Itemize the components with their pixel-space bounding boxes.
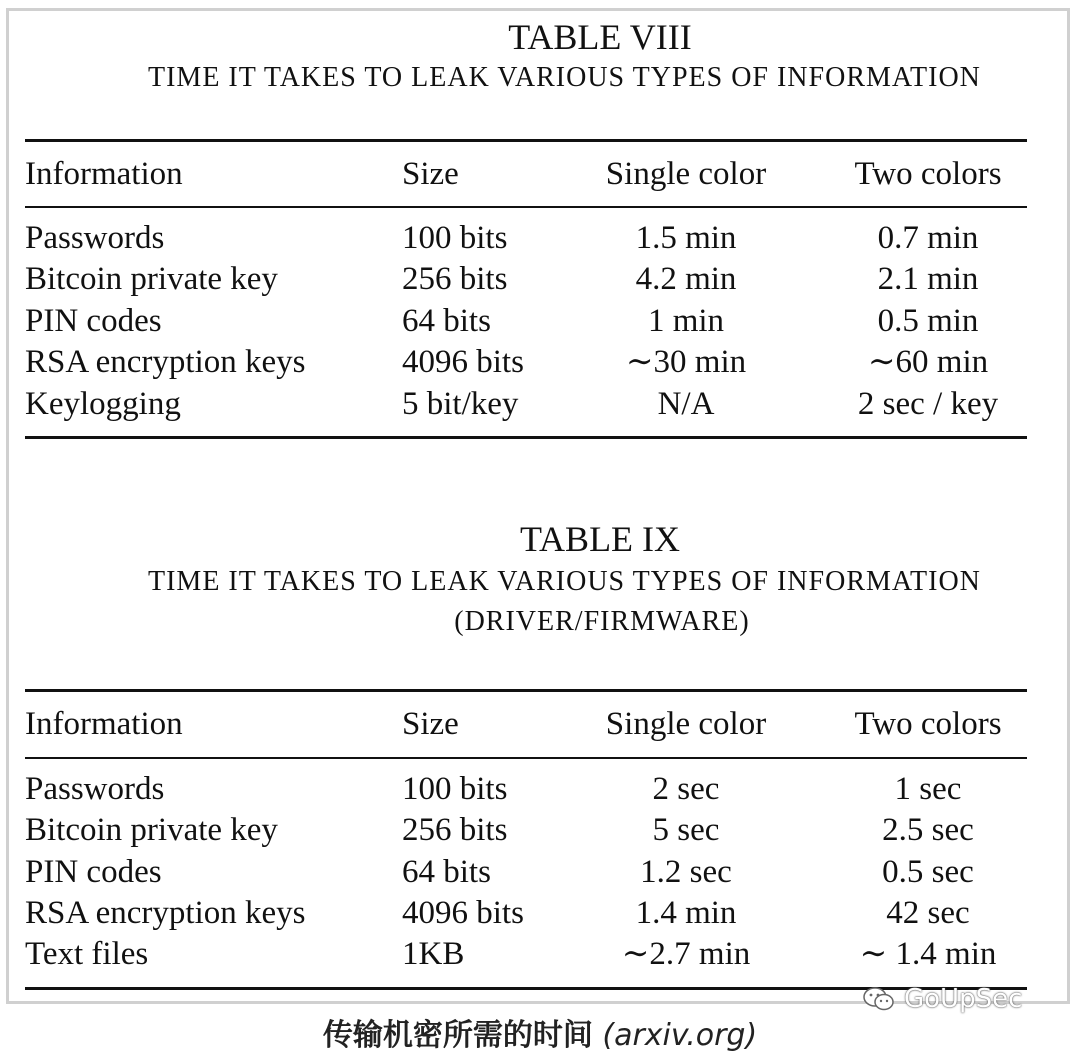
watermark-text: GoUpSec xyxy=(904,984,1023,1014)
table9-row-information: Text files xyxy=(25,936,149,972)
table9-row-information: Passwords xyxy=(25,771,165,807)
table8-row-two-colors: 0.5 min xyxy=(877,303,979,339)
table8-row-size: 5 bit/key xyxy=(402,386,519,422)
table8-row-two-colors: 2 sec / key xyxy=(857,386,999,422)
table9-row-size: 100 bits xyxy=(402,771,508,807)
table9-row-two-colors: 1 sec xyxy=(894,771,962,807)
table9-row-size: 64 bits xyxy=(402,854,491,890)
table9-label: TABLE IX xyxy=(519,519,681,559)
table9-row-information: RSA encryption keys xyxy=(25,895,306,931)
table8-row-size: 4096 bits xyxy=(402,344,524,380)
table8-row-size: 100 bits xyxy=(402,220,508,256)
table8-row-single-color: 1.5 min xyxy=(635,220,737,256)
table9-row-size: 4096 bits xyxy=(402,895,524,931)
table9-header-single-color: Single color xyxy=(605,706,767,742)
table8-row-two-colors: 2.1 min xyxy=(877,261,979,297)
table9-row-size: 256 bits xyxy=(402,812,508,848)
table8-row-information: RSA encryption keys xyxy=(25,344,306,380)
table8-row-single-color: N/A xyxy=(657,386,715,422)
table8-header-rule xyxy=(25,206,1027,208)
table9-row-single-color: 5 sec xyxy=(652,812,720,848)
table9-row-information: Bitcoin private key xyxy=(25,812,278,848)
table8-row-single-color: 1 min xyxy=(647,303,725,339)
table9-header-two-colors: Two colors xyxy=(854,706,1002,742)
table8-caption: TIME IT TAKES TO LEAK VARIOUS TYPES OF INFORMATION xyxy=(148,62,981,93)
table9-row-size: 1KB xyxy=(402,936,465,972)
table9-top-rule xyxy=(25,689,1027,692)
table9-header-rule xyxy=(25,757,1027,759)
table8-row-information: PIN codes xyxy=(25,303,162,339)
table8-header-single-color: Single color xyxy=(605,156,767,192)
table8-row-size: 256 bits xyxy=(402,261,508,297)
table8-bottom-rule xyxy=(25,436,1027,439)
table8-row-size: 64 bits xyxy=(402,303,491,339)
table8-row-information: Bitcoin private key xyxy=(25,261,278,297)
table9-row-two-colors: 2.5 sec xyxy=(882,812,974,848)
figure-caption xyxy=(0,1010,1080,1054)
table9-row-single-color: 1.4 min xyxy=(635,895,737,931)
table9-row-single-color: ∼2.7 min xyxy=(621,936,751,972)
table9-subcaption: (DRIVER/FIRMWARE) xyxy=(454,606,750,637)
table8-header-information: Information xyxy=(25,156,183,192)
table8-row-two-colors: 0.7 min xyxy=(877,220,979,256)
table9-row-two-colors: 42 sec xyxy=(886,895,970,931)
table8-row-single-color: ∼30 min xyxy=(625,344,747,380)
table9-header-information: Information xyxy=(25,706,183,742)
table9-header-size: Size xyxy=(402,706,459,742)
table9-row-single-color: 1.2 sec xyxy=(640,854,732,890)
table9-row-single-color: 2 sec xyxy=(652,771,720,807)
table8-label: TABLE VIII xyxy=(508,17,692,57)
table8-row-two-colors: ∼60 min xyxy=(867,344,989,380)
table9-row-two-colors: ∼ 1.4 min xyxy=(859,936,997,972)
wechat-icon xyxy=(862,986,896,1012)
table9-row-information: PIN codes xyxy=(25,854,162,890)
caption-chinese: 传输机密所需的时间 xyxy=(322,1018,593,1053)
table9-caption: TIME IT TAKES TO LEAK VARIOUS TYPES OF INFORMATION xyxy=(148,566,981,597)
table8-row-information: Passwords xyxy=(25,220,165,256)
table9-row-two-colors: 0.5 sec xyxy=(882,854,974,890)
table8-top-rule xyxy=(25,139,1027,142)
table8-header-size: Size xyxy=(402,156,459,192)
table8-row-information: Keylogging xyxy=(25,386,181,422)
caption-source: (arxiv.org) xyxy=(602,1018,758,1053)
table8-row-single-color: 4.2 min xyxy=(635,261,737,297)
table8-header-two-colors: Two colors xyxy=(854,156,1002,192)
